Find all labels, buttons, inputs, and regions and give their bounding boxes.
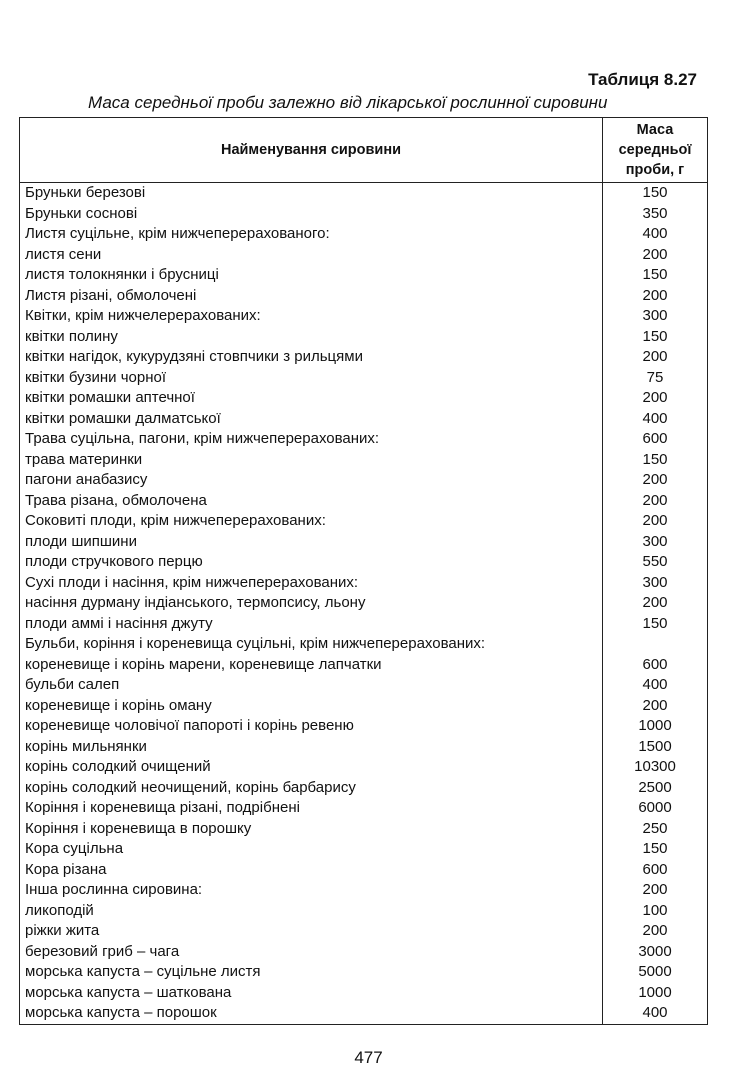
row-name-cell: Бруньки березові (20, 183, 603, 204)
row-mass-cell: 400 (603, 675, 708, 696)
row-mass-cell: 150 (603, 614, 708, 635)
table-row (20, 593, 708, 614)
table-row (20, 839, 708, 860)
mass-header-line: середньої (618, 142, 692, 158)
row-name-cell: Коріння і кореневища різані, подрібнені (20, 798, 603, 819)
row-name-cell: корінь солодкий неочищений, корінь барбарису (20, 778, 603, 799)
row-mass-cell: 1000 (603, 716, 708, 737)
table-row (20, 306, 708, 327)
table-row (20, 798, 708, 819)
table-row (20, 327, 708, 348)
row-name-cell: Квітки, крім нижчелерерахованих: (20, 306, 603, 327)
row-name-cell: насіння дурману індіанського, термопсису, льону (20, 593, 603, 614)
row-name-cell: листя сени (20, 245, 603, 266)
table-row (20, 224, 708, 245)
table-row (20, 675, 708, 696)
row-mass-cell: 200 (603, 491, 708, 512)
row-mass-cell: 200 (603, 388, 708, 409)
row-mass-cell: 400 (603, 224, 708, 245)
row-name-cell: бульби салеп (20, 675, 603, 696)
row-mass-cell: 300 (603, 306, 708, 327)
table-row (20, 573, 708, 594)
row-mass-cell: 200 (603, 696, 708, 717)
table-row (20, 286, 708, 307)
table-row (20, 511, 708, 532)
row-mass-cell: 350 (603, 204, 708, 225)
sample-mass-table (19, 117, 708, 1025)
row-mass-cell: 200 (603, 286, 708, 307)
row-name-cell: квітки ромашки аптечної (20, 388, 603, 409)
row-name-cell: морська капуста – порошок (20, 1003, 603, 1024)
row-name-cell: квітки полину (20, 327, 603, 348)
table-header-row (20, 118, 708, 183)
row-mass-cell: 250 (603, 819, 708, 840)
table-row (20, 347, 708, 368)
table-caption: Маса середньої проби залежно від лікарської рослинної сировини (88, 93, 608, 112)
row-mass-cell: 3000 (603, 942, 708, 963)
table-row (20, 983, 708, 1004)
table-row (20, 429, 708, 450)
row-name-cell: плоди шипшини (20, 532, 603, 553)
row-name-cell: Інша рослинна сировина: (20, 880, 603, 901)
row-name-cell: Трава суцільна, пагони, крім нижчеперерахованих: (20, 429, 603, 450)
table-row (20, 778, 708, 799)
row-mass-cell: 5000 (603, 962, 708, 983)
table-row (20, 716, 708, 737)
row-mass-cell: 75 (603, 368, 708, 389)
mass-header-line: проби, г (625, 162, 685, 178)
page-number: 477 (354, 1048, 383, 1067)
table-row (20, 552, 708, 573)
row-name-cell: ликоподій (20, 901, 603, 922)
table-number: Таблиця 8.27 (588, 70, 697, 89)
row-name-cell: кореневище і корінь оману (20, 696, 603, 717)
row-mass-cell: 400 (603, 409, 708, 430)
row-mass-cell: 150 (603, 265, 708, 286)
table-row (20, 655, 708, 676)
row-name-cell: трава материнки (20, 450, 603, 471)
row-name-cell: корінь мильнянки (20, 737, 603, 758)
table-row (20, 1003, 708, 1024)
table-row (20, 204, 708, 225)
table-row (20, 183, 708, 204)
table-row (20, 388, 708, 409)
row-name-cell: Кора різана (20, 860, 603, 881)
column-header-mass (603, 118, 708, 183)
table-row (20, 901, 708, 922)
row-mass-cell: 600 (603, 655, 708, 676)
table-row (20, 634, 708, 655)
row-mass-cell: 1000 (603, 983, 708, 1004)
row-name-cell: квітки ромашки далматської (20, 409, 603, 430)
table-row (20, 245, 708, 266)
table-row (20, 942, 708, 963)
table-row (20, 819, 708, 840)
table-row (20, 614, 708, 635)
row-name-cell: кореневище чоловічої папороті і корінь ревеню (20, 716, 603, 737)
row-name-cell: листя толокнянки і брусниці (20, 265, 603, 286)
row-mass-cell: 150 (603, 327, 708, 348)
row-name-cell: морська капуста – шаткована (20, 983, 603, 1004)
table-row (20, 368, 708, 389)
row-name-cell: Бруньки соснові (20, 204, 603, 225)
row-mass-cell: 550 (603, 552, 708, 573)
row-mass-cell: 200 (603, 470, 708, 491)
table-row (20, 491, 708, 512)
table-row (20, 962, 708, 983)
row-name-cell: корінь солодкий очищений (20, 757, 603, 778)
table-row (20, 409, 708, 430)
table-body (20, 183, 708, 1025)
row-mass-cell: 600 (603, 429, 708, 450)
table-row (20, 860, 708, 881)
table-row (20, 265, 708, 286)
row-mass-cell: 200 (603, 880, 708, 901)
table-row (20, 880, 708, 901)
row-name-cell: березовий гриб – чага (20, 942, 603, 963)
row-mass-cell: 6000 (603, 798, 708, 819)
row-name-cell: квітки бузини чорної (20, 368, 603, 389)
row-mass-cell: 1500 (603, 737, 708, 758)
row-mass-cell: 150 (603, 839, 708, 860)
row-mass-cell: 300 (603, 573, 708, 594)
row-mass-cell: 400 (603, 1003, 708, 1024)
row-mass-cell: 200 (603, 347, 708, 368)
row-name-cell: кореневище і корінь марени, кореневище лапчатки (20, 655, 603, 676)
row-name-cell: Листя різані, обмолочені (20, 286, 603, 307)
row-name-cell: Кора суцільна (20, 839, 603, 860)
row-mass-cell: 200 (603, 593, 708, 614)
row-name-cell: пагони анабазису (20, 470, 603, 491)
row-mass-cell: 100 (603, 901, 708, 922)
row-name-cell: морська капуста – суцільне листя (20, 962, 603, 983)
row-name-cell: Коріння і кореневища в порошку (20, 819, 603, 840)
table-row (20, 757, 708, 778)
row-name-cell: плоди стручкового перцю (20, 552, 603, 573)
row-mass-cell: 2500 (603, 778, 708, 799)
row-name-cell: Соковиті плоди, крім нижчеперерахованих: (20, 511, 603, 532)
row-name-cell: Трава різана, обмолочена (20, 491, 603, 512)
row-name-cell: квітки нагідок, кукурудзяні стовпчики з рильцями (20, 347, 603, 368)
row-name-cell: Бульби, коріння і кореневища суцільні, крім нижчеперерахованих: (20, 634, 603, 655)
table-row (20, 532, 708, 553)
row-mass-cell: 150 (603, 450, 708, 471)
row-mass-cell: 200 (603, 921, 708, 942)
table-row (20, 921, 708, 942)
row-name-cell: плоди аммі і насіння джуту (20, 614, 603, 635)
row-mass-cell: 600 (603, 860, 708, 881)
table-row (20, 696, 708, 717)
column-header-name: Найменування сировини (20, 118, 603, 183)
row-mass-cell: 150 (603, 183, 708, 204)
row-mass-cell: 200 (603, 245, 708, 266)
table-row (20, 470, 708, 491)
mass-header-line: Маса (636, 122, 674, 138)
row-mass-cell (603, 634, 708, 655)
table-row (20, 450, 708, 471)
row-mass-cell: 10300 (603, 757, 708, 778)
table-row (20, 737, 708, 758)
row-name-cell: ріжки жита (20, 921, 603, 942)
row-name-cell: Сухі плоди і насіння, крім нижчеперерахованих: (20, 573, 603, 594)
row-name-cell: Листя суцільне, крім нижчеперерахованого: (20, 224, 603, 245)
row-mass-cell: 300 (603, 532, 708, 553)
row-mass-cell: 200 (603, 511, 708, 532)
